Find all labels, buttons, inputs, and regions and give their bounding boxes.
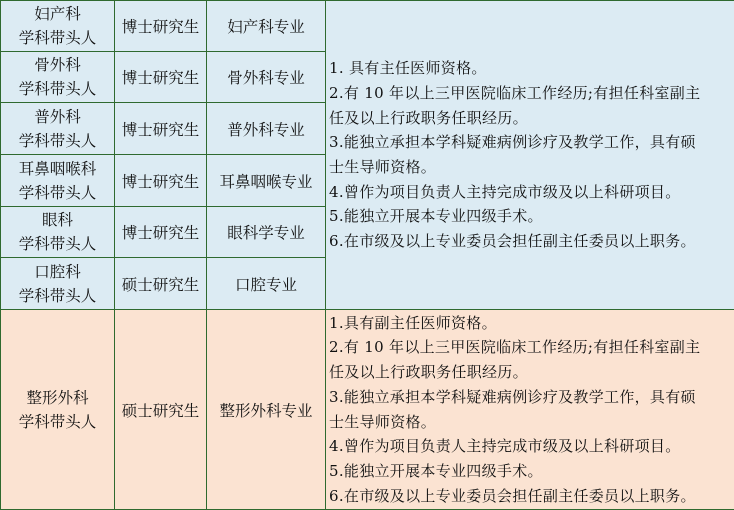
- requirement-line: 1. 具有主任医师资格。: [329, 59, 487, 78]
- degree-cell: 博士研究生: [115, 155, 207, 207]
- major-cell: 妇产科专业: [207, 1, 326, 52]
- dept-role: 学科带头人: [18, 131, 97, 150]
- degree-cell: 硕士研究生: [115, 310, 207, 510]
- dept-name: 骨外科: [34, 56, 81, 74]
- dept-name: 耳鼻咽喉科: [18, 159, 97, 178]
- dept-name: 普外科: [34, 107, 81, 126]
- degree-cell: 硕士研究生: [115, 258, 207, 310]
- requirement-line: 2.有 10 年以上三甲医院临床工作经历;有担任科室副主: [329, 83, 701, 102]
- dept-cell: [1, 103, 115, 155]
- major-cell: 眼科学专业: [207, 207, 326, 258]
- dept-cell: [1, 1, 115, 52]
- degree-cell: 博士研究生: [115, 207, 207, 258]
- requirement-line: 任及以上行政职务任职经历。: [329, 363, 528, 382]
- major-cell: 骨外科专业: [207, 52, 326, 103]
- requirement-line: 士生导师资格。: [329, 412, 437, 431]
- requirement-line: 1.具有副主任医师资格。: [329, 313, 497, 332]
- requirement-line: 5.能独立开展本专业四级手术。: [329, 207, 543, 226]
- requirement-line: 4.曾作为项目负责人主持完成市级及以上科研项目。: [329, 182, 681, 201]
- dept-role: 学科带头人: [18, 235, 97, 253]
- requirements-cell: [326, 1, 734, 310]
- dept-cell: [1, 310, 115, 510]
- dept-name: 妇产科: [34, 5, 81, 23]
- major-cell: 口腔专业: [207, 258, 326, 310]
- dept-cell: [1, 155, 115, 207]
- dept-role: 学科带头人: [18, 29, 97, 47]
- requirement-line: 任及以上行政职务任职经历。: [329, 108, 528, 127]
- degree-cell: 博士研究生: [115, 1, 207, 52]
- dept-name: 口腔科: [34, 262, 81, 281]
- major-cell: 普外科专业: [207, 103, 326, 155]
- degree-cell: 博士研究生: [115, 103, 207, 155]
- dept-role: 学科带头人: [18, 183, 97, 202]
- requirement-line: 5.能独立开展本专业四级手术。: [329, 461, 543, 480]
- table-row: [1, 1, 734, 52]
- major-cell: 耳鼻咽喉专业: [207, 155, 326, 207]
- dept-role: 学科带头人: [18, 80, 97, 98]
- dept-name: 眼科: [41, 211, 73, 229]
- requirement-line: 6.在市级及以上专业委员会担任副主任委员以上职务。: [329, 486, 696, 505]
- degree-cell: 博士研究生: [115, 52, 207, 103]
- table-row: [1, 310, 734, 510]
- dept-cell: [1, 52, 115, 103]
- requirement-line: 3.能独立承担本学科疑难病例诊疗及教学工作，具有硕: [329, 133, 696, 152]
- dept-role: 学科带头人: [18, 412, 97, 431]
- requirement-line: 6.在市级及以上专业委员会担任副主任委员以上职务。: [329, 232, 696, 251]
- dept-name: 整形外科: [26, 388, 89, 407]
- dept-cell: [1, 258, 115, 310]
- requirement-line: 士生导师资格。: [329, 158, 437, 176]
- requirement-line: 3.能独立承担本学科疑难病例诊疗及教学工作，具有硕: [329, 387, 696, 406]
- major-cell: 整形外科专业: [207, 310, 326, 510]
- requirement-line: 2.有 10 年以上三甲医院临床工作经历;有担任科室副主: [329, 338, 701, 357]
- requirements-cell: [326, 310, 734, 510]
- dept-cell: [1, 207, 115, 258]
- requirement-line: 4.曾作为项目负责人主持完成市级及以上科研项目。: [329, 437, 681, 456]
- dept-role: 学科带头人: [18, 286, 97, 305]
